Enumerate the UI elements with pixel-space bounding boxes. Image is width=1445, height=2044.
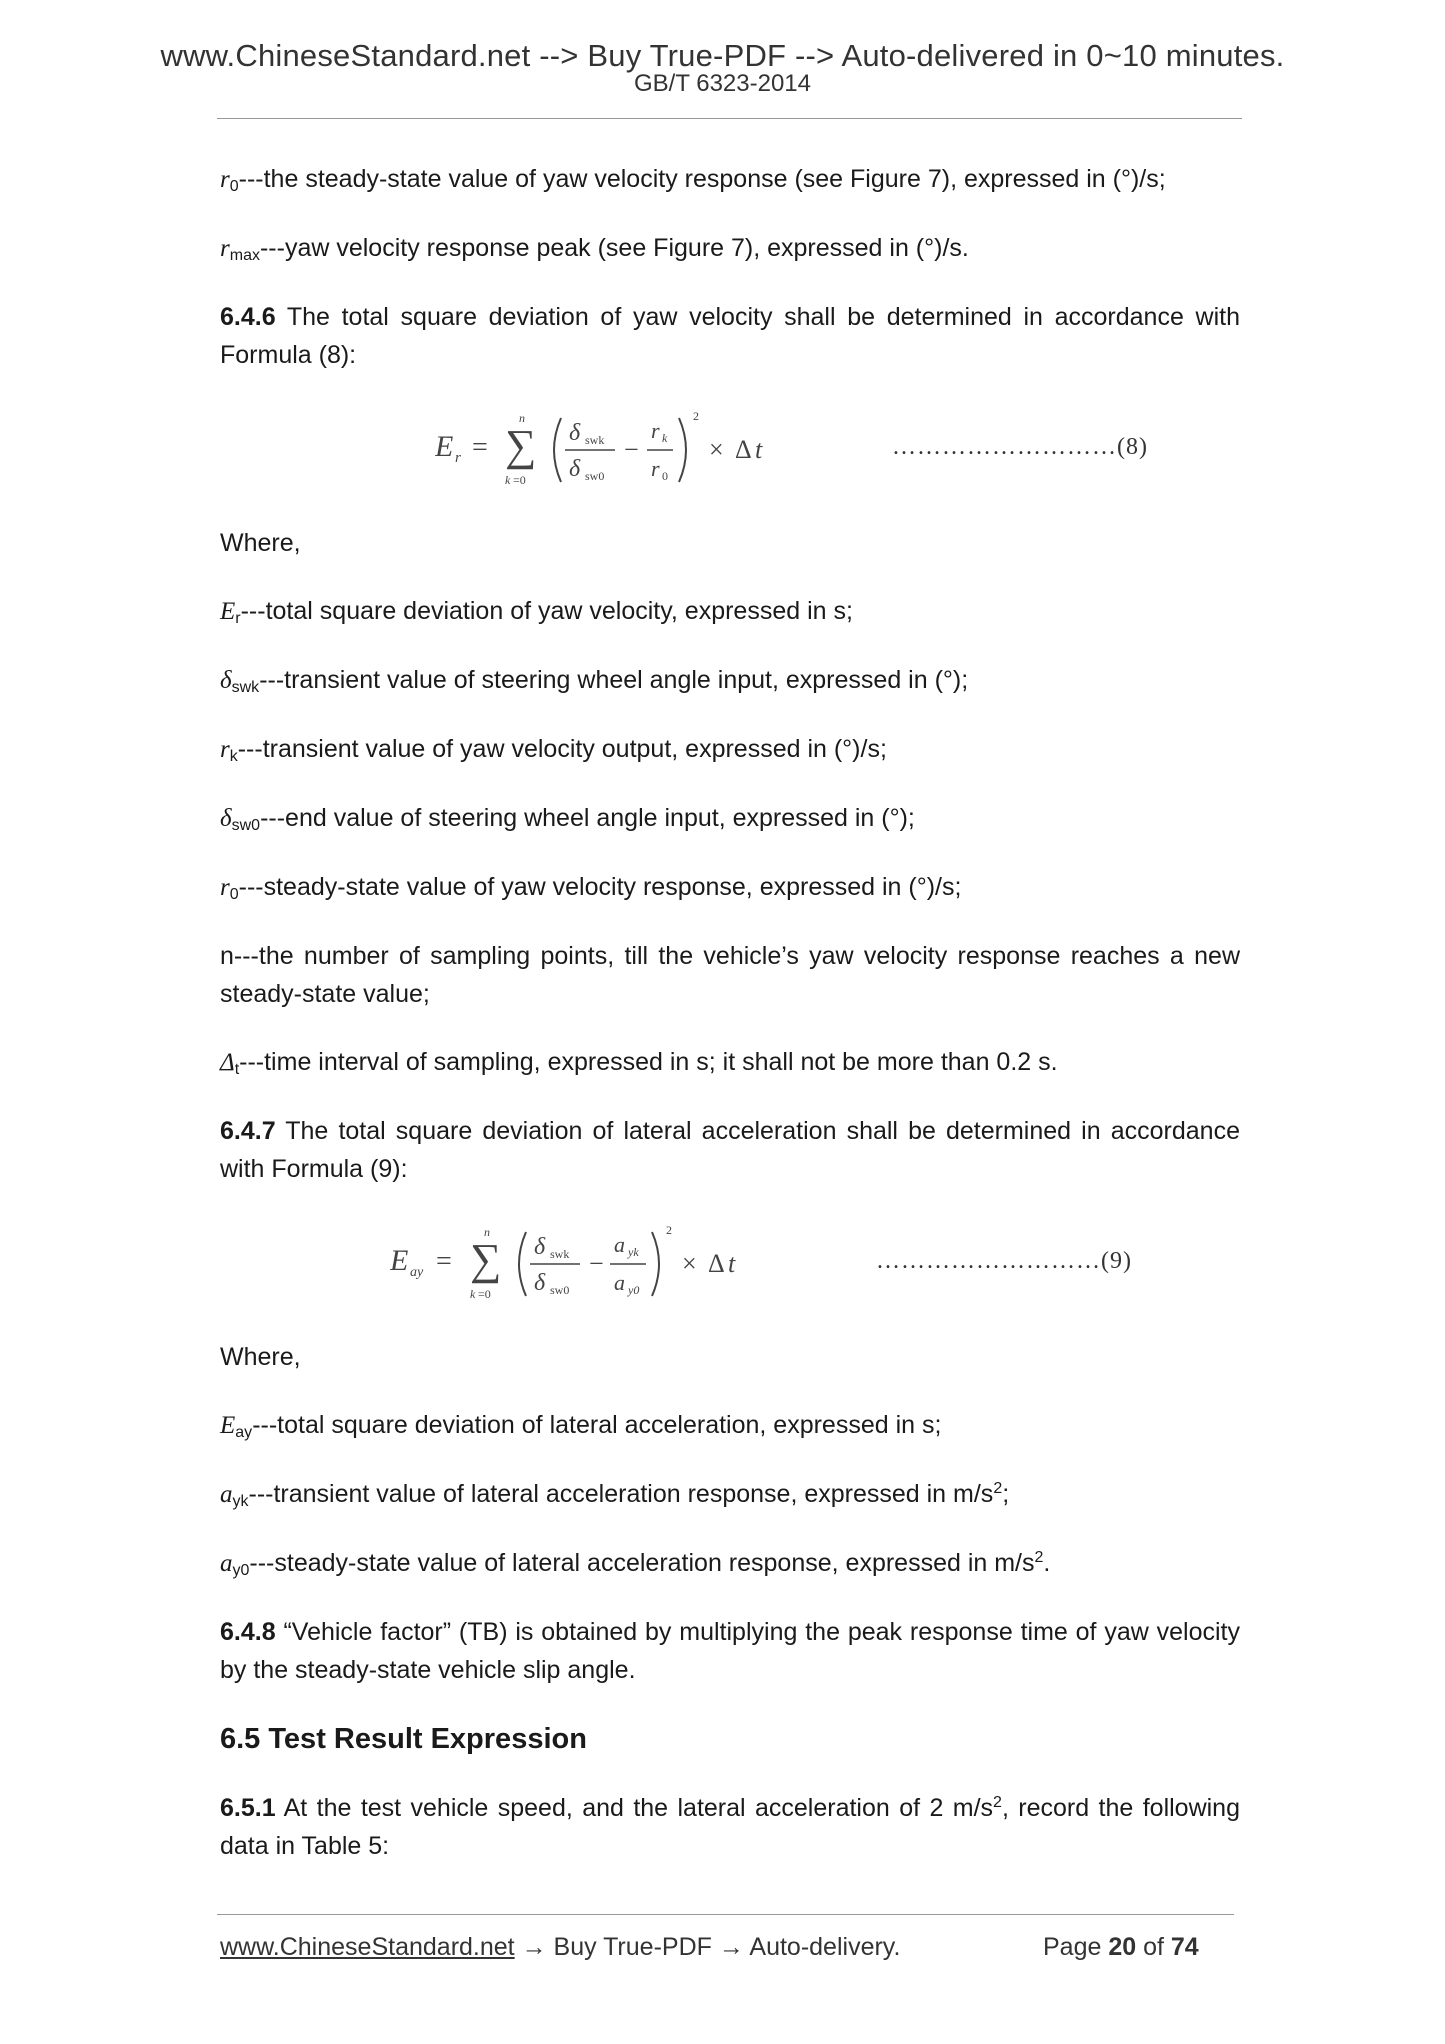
definition-Eay: $E_{ay}--$-total square deviation of lateral acceleration, expressed in s;	[220, 1411, 942, 1441]
formula-8-number: ………………………(8)	[892, 434, 1148, 460]
svg-text:−: −	[624, 435, 639, 464]
svg-text:sw0: sw0	[550, 1283, 570, 1297]
definition-r0: $r_0--$-the steady-state value of yaw velocity response (see Figure 7), expressed in (°)/s;	[220, 165, 1166, 195]
svg-text:∑: ∑	[505, 421, 537, 470]
svg-text:×: ×	[682, 1249, 697, 1278]
svg-text:δ: δ	[534, 1234, 546, 1260]
svg-text:r: r	[651, 418, 660, 443]
svg-text:k: k	[662, 431, 668, 445]
svg-text:E: E	[390, 1244, 409, 1277]
svg-text:0: 0	[662, 469, 668, 483]
page-indicator: Page 20 of 74	[1043, 1933, 1199, 1961]
definition-ay0: $a_{y0}---steady$-state value of lateral acceleration response, expressed in $m/s^2$.	[220, 1549, 1051, 1579]
footer-site-link[interactable]: www.ChineseStandard.net	[220, 1933, 515, 1961]
svg-text:t: t	[755, 435, 763, 464]
svg-text:2: 2	[693, 409, 699, 423]
section-6-5-1: 6.5.1 At the test vehicle speed, and the lateral acceleration of 2 $m/s^2$, record the following data in Table 5:	[220, 1794, 1240, 1860]
formula-9-number: ………………………(9)	[876, 1248, 1132, 1274]
svg-text:a: a	[614, 1270, 625, 1295]
definition-n: n---the number of sampling points, till the vehicle’s yaw velocity response reaches a new steady-state value;	[220, 942, 1240, 1008]
where-label-2: Where,	[220, 1343, 301, 1371]
formula-8	[220, 398, 1240, 498]
definition-delta-sw0: $\delta_{sw0}--$-end value of steering wheel angle input, expressed in (°);	[220, 804, 915, 834]
svg-text:δ: δ	[569, 420, 581, 446]
svg-text:r: r	[455, 450, 461, 466]
definition-delta-swk: $\delta_{swk}--$-transient value of steering wheel angle input, expressed in (°);	[220, 666, 969, 696]
svg-text:δ: δ	[534, 1270, 546, 1296]
svg-text:=: =	[436, 1246, 452, 1277]
svg-text:−: −	[589, 1249, 604, 1278]
definition-Er: $E_r--$-total square deviation of yaw velocity, expressed in s;	[220, 597, 853, 627]
definition-rmax: $r_{max}--$-yaw velocity response peak (see Figure 7), expressed in (°)/s.	[220, 234, 969, 264]
svg-text:n: n	[519, 411, 525, 425]
footer-divider	[217, 1914, 1234, 1915]
section-6-4-6: 6.4.6 The total square deviation of yaw velocity shall be determined in accordance with Formula (8):	[220, 303, 1240, 369]
definition-ayk: $a_{yk}--$-transient value of lateral acceleration response, expressed in $m/s^2$;	[220, 1480, 1010, 1510]
header-banner: www.ChineseStandard.net --> Buy True-PDF --> Auto-delivered in 0~10 minutes.	[160, 38, 1285, 73]
standard-code: GB/T 6323-2014	[633, 70, 811, 97]
svg-text:∑: ∑	[470, 1235, 502, 1284]
section-heading-6-5: 6.5 Test Result Expression	[220, 1723, 587, 1755]
svg-text:n: n	[484, 1225, 490, 1239]
svg-text:Δ: Δ	[708, 1249, 725, 1278]
document-body	[220, 160, 1240, 1895]
page-total: 74	[1170, 1933, 1199, 1961]
definition-r0-steady: $r_0---steady$-state value of yaw velocity response, expressed in (°)/s;	[220, 873, 962, 903]
page-number: 20	[1108, 1933, 1137, 1961]
footer-tail: → Buy True-PDF → Auto-delivery.	[514, 1933, 901, 1961]
svg-text:=0: =0	[478, 1287, 491, 1301]
svg-text:yk: yk	[628, 1245, 639, 1259]
svg-text:k: k	[470, 1287, 476, 1301]
svg-text:swk: swk	[585, 433, 605, 447]
svg-text:swk: swk	[550, 1247, 570, 1261]
section-6-4-7: 6.4.7 The total square deviation of lateral acceleration shall be determined in accordance with Formula (9):	[220, 1117, 1240, 1183]
footer-left	[220, 1933, 900, 1962]
header-divider	[217, 118, 1242, 119]
svg-text:=: =	[472, 432, 488, 463]
svg-text:=0: =0	[513, 473, 526, 487]
svg-text:t: t	[728, 1249, 736, 1278]
section-6-4-8: 6.4.8 “Vehicle factor” (TB) is obtained by multiplying the peak response time of yaw velocity by the steady-state vehicle slip angle.	[220, 1618, 1240, 1684]
svg-text:ay: ay	[410, 1265, 424, 1280]
svg-text:sw0: sw0	[585, 469, 605, 483]
formula-8-expression	[435, 398, 815, 498]
definition-rk: $r_k--$-transient value of yaw velocity output, expressed in (°)/s;	[220, 735, 887, 765]
svg-text:2: 2	[666, 1223, 672, 1237]
definition-delta-t: $\Delta_t--$-time interval of sampling, expressed in s; it shall not be more than 0.2 s.	[220, 1048, 1058, 1078]
svg-text:r: r	[651, 456, 660, 481]
formula-9-expression	[390, 1212, 790, 1312]
svg-text:y0: y0	[628, 1283, 640, 1297]
svg-text:Δ: Δ	[735, 435, 752, 464]
svg-text:a: a	[614, 1232, 625, 1257]
formula-9	[220, 1212, 1240, 1312]
svg-text:E: E	[435, 430, 454, 463]
svg-text:δ: δ	[569, 456, 581, 482]
where-label-1: Where,	[220, 529, 301, 557]
svg-text:k: k	[505, 473, 511, 487]
svg-text:×: ×	[709, 435, 724, 464]
